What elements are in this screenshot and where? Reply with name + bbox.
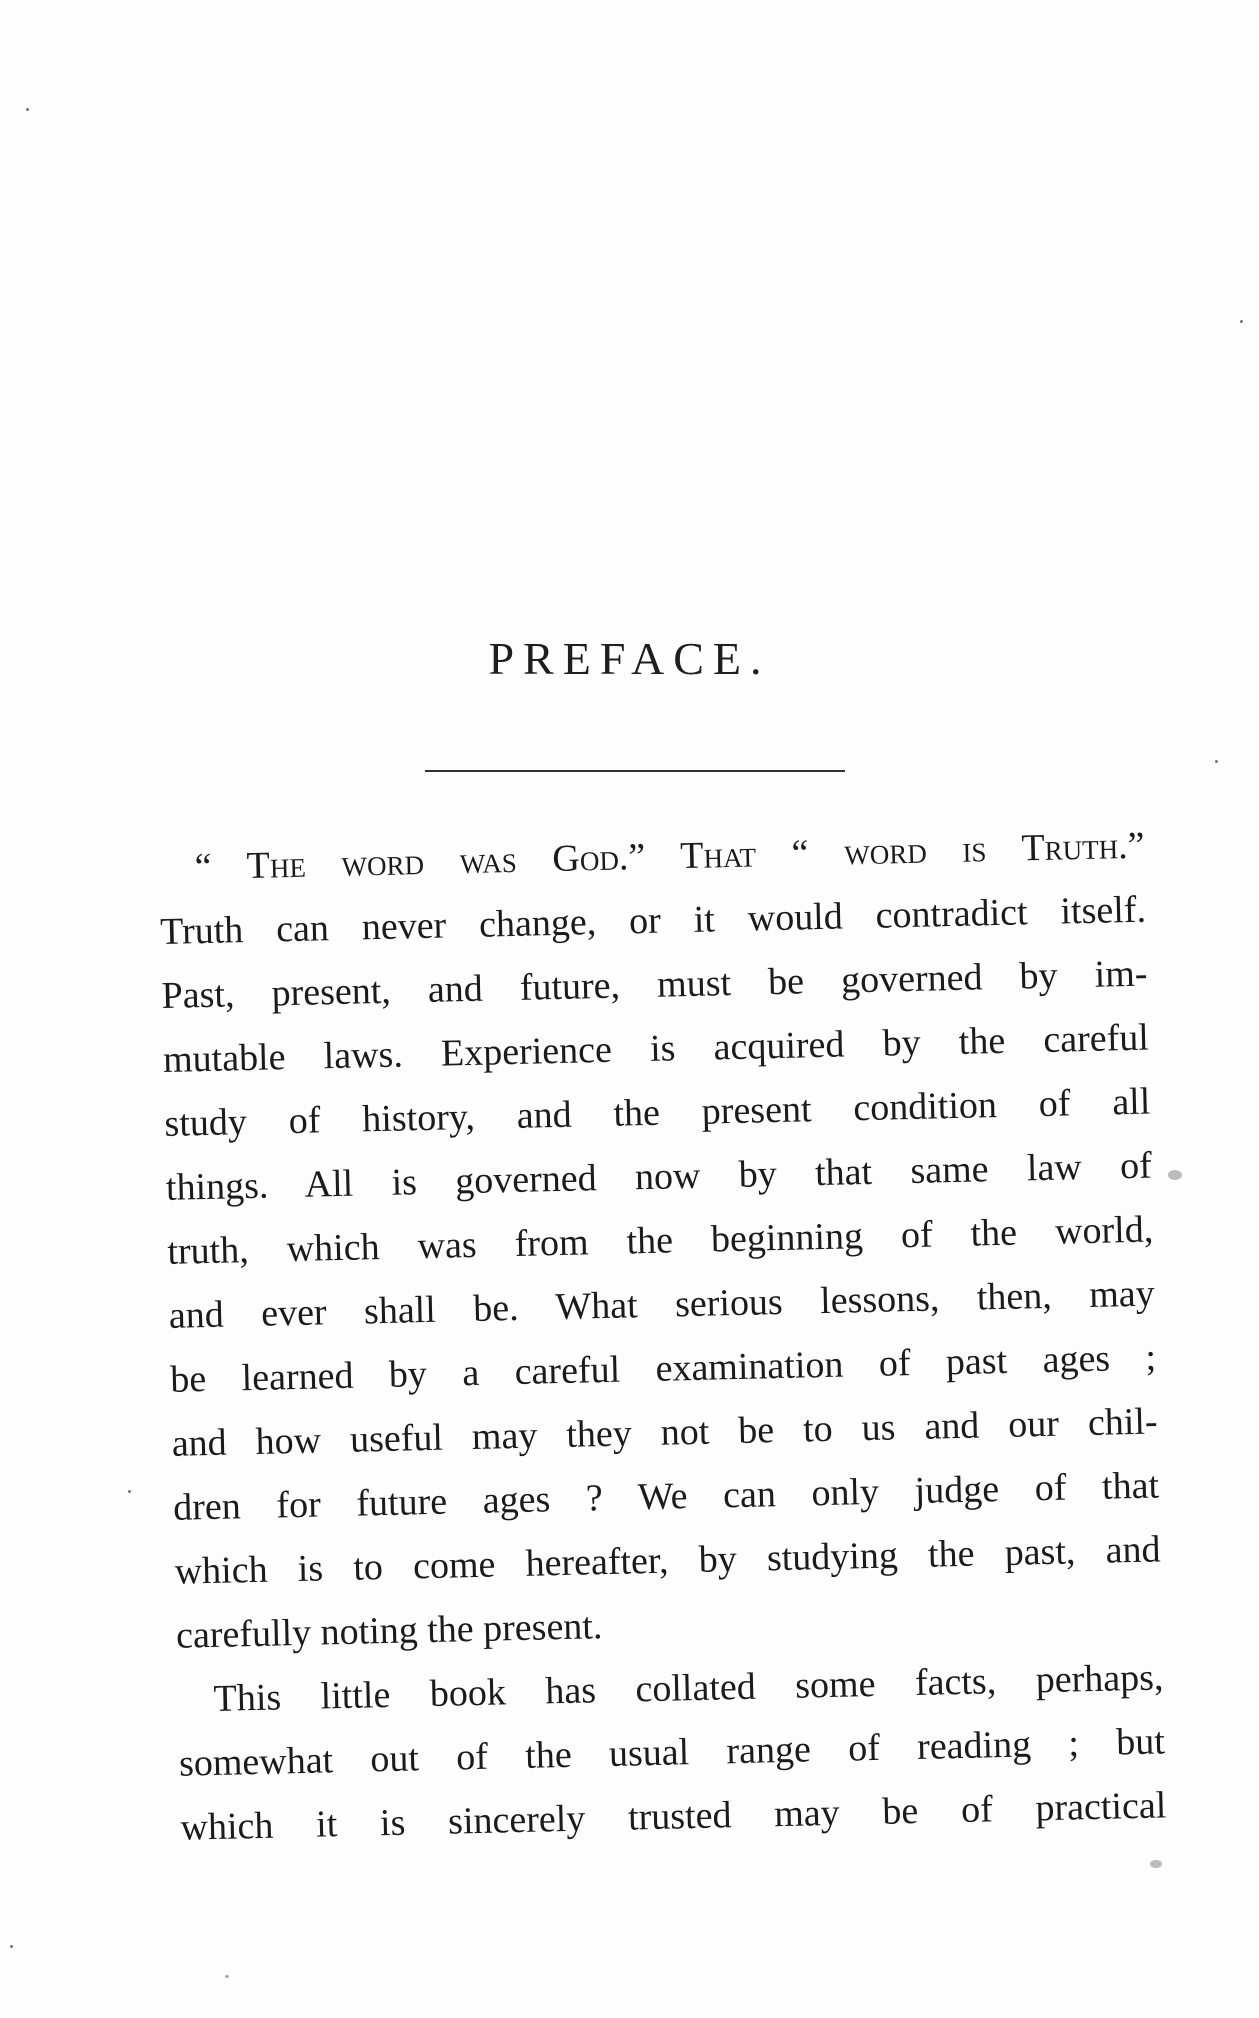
paragraph-1-line-4: mutable laws. Experience is acquired by the careful xyxy=(162,1016,1150,1081)
title-rule-divider xyxy=(425,770,845,772)
preface-body xyxy=(158,814,1167,1860)
scan-speck xyxy=(128,1490,131,1493)
paragraph-1-line-11: dren for future ages ? We can only judge of that xyxy=(172,1464,1160,1529)
paragraph-2-line-1: This little book has collated some facts, perhaps, xyxy=(213,1656,1164,1720)
paragraph-1-line-3: Past, present, and future, must be governed by im- xyxy=(161,952,1148,1017)
paragraph-1-line-5: study of history, and the present condition of all xyxy=(164,1080,1151,1145)
paragraph-1-line-12: which is to come hereafter, by studying the past, and xyxy=(174,1528,1161,1593)
paragraph-1-line-7: truth, which was from the beginning of the world, xyxy=(166,1208,1154,1273)
paragraph-1-line-13: carefully noting the present. xyxy=(175,1605,603,1657)
paragraph-1-line-9: be learned by a careful examination of past ages ; xyxy=(169,1336,1157,1401)
scan-speck xyxy=(1168,1170,1182,1180)
paragraph-1-line-6: things. All is governed now by that same law of xyxy=(165,1144,1153,1209)
paragraph-2-line-2: somewhat out of the usual range of reading ; but xyxy=(178,1720,1166,1785)
paragraph-1-line-1: “ The word was God.” That “ word is Truth.” xyxy=(194,824,1145,889)
scan-speck xyxy=(225,1975,229,1978)
scan-speck xyxy=(1150,1860,1162,1868)
paragraph-1-line-8: and ever shall be. What serious lessons, then, may xyxy=(168,1272,1156,1337)
paragraph-1-line-2: Truth can never change, or it would contradict itself. xyxy=(159,888,1147,953)
scan-speck xyxy=(1240,320,1243,323)
scan-speck xyxy=(10,1945,13,1948)
paragraph-2-line-3: which it is sincerely trusted may be of practical xyxy=(180,1784,1167,1849)
scan-speck xyxy=(26,108,29,111)
paragraph-1-line-10: and how useful may they not be to us and our chil- xyxy=(171,1400,1159,1465)
page-title: PREFACE. xyxy=(488,633,771,684)
scan-speck xyxy=(1215,760,1218,763)
